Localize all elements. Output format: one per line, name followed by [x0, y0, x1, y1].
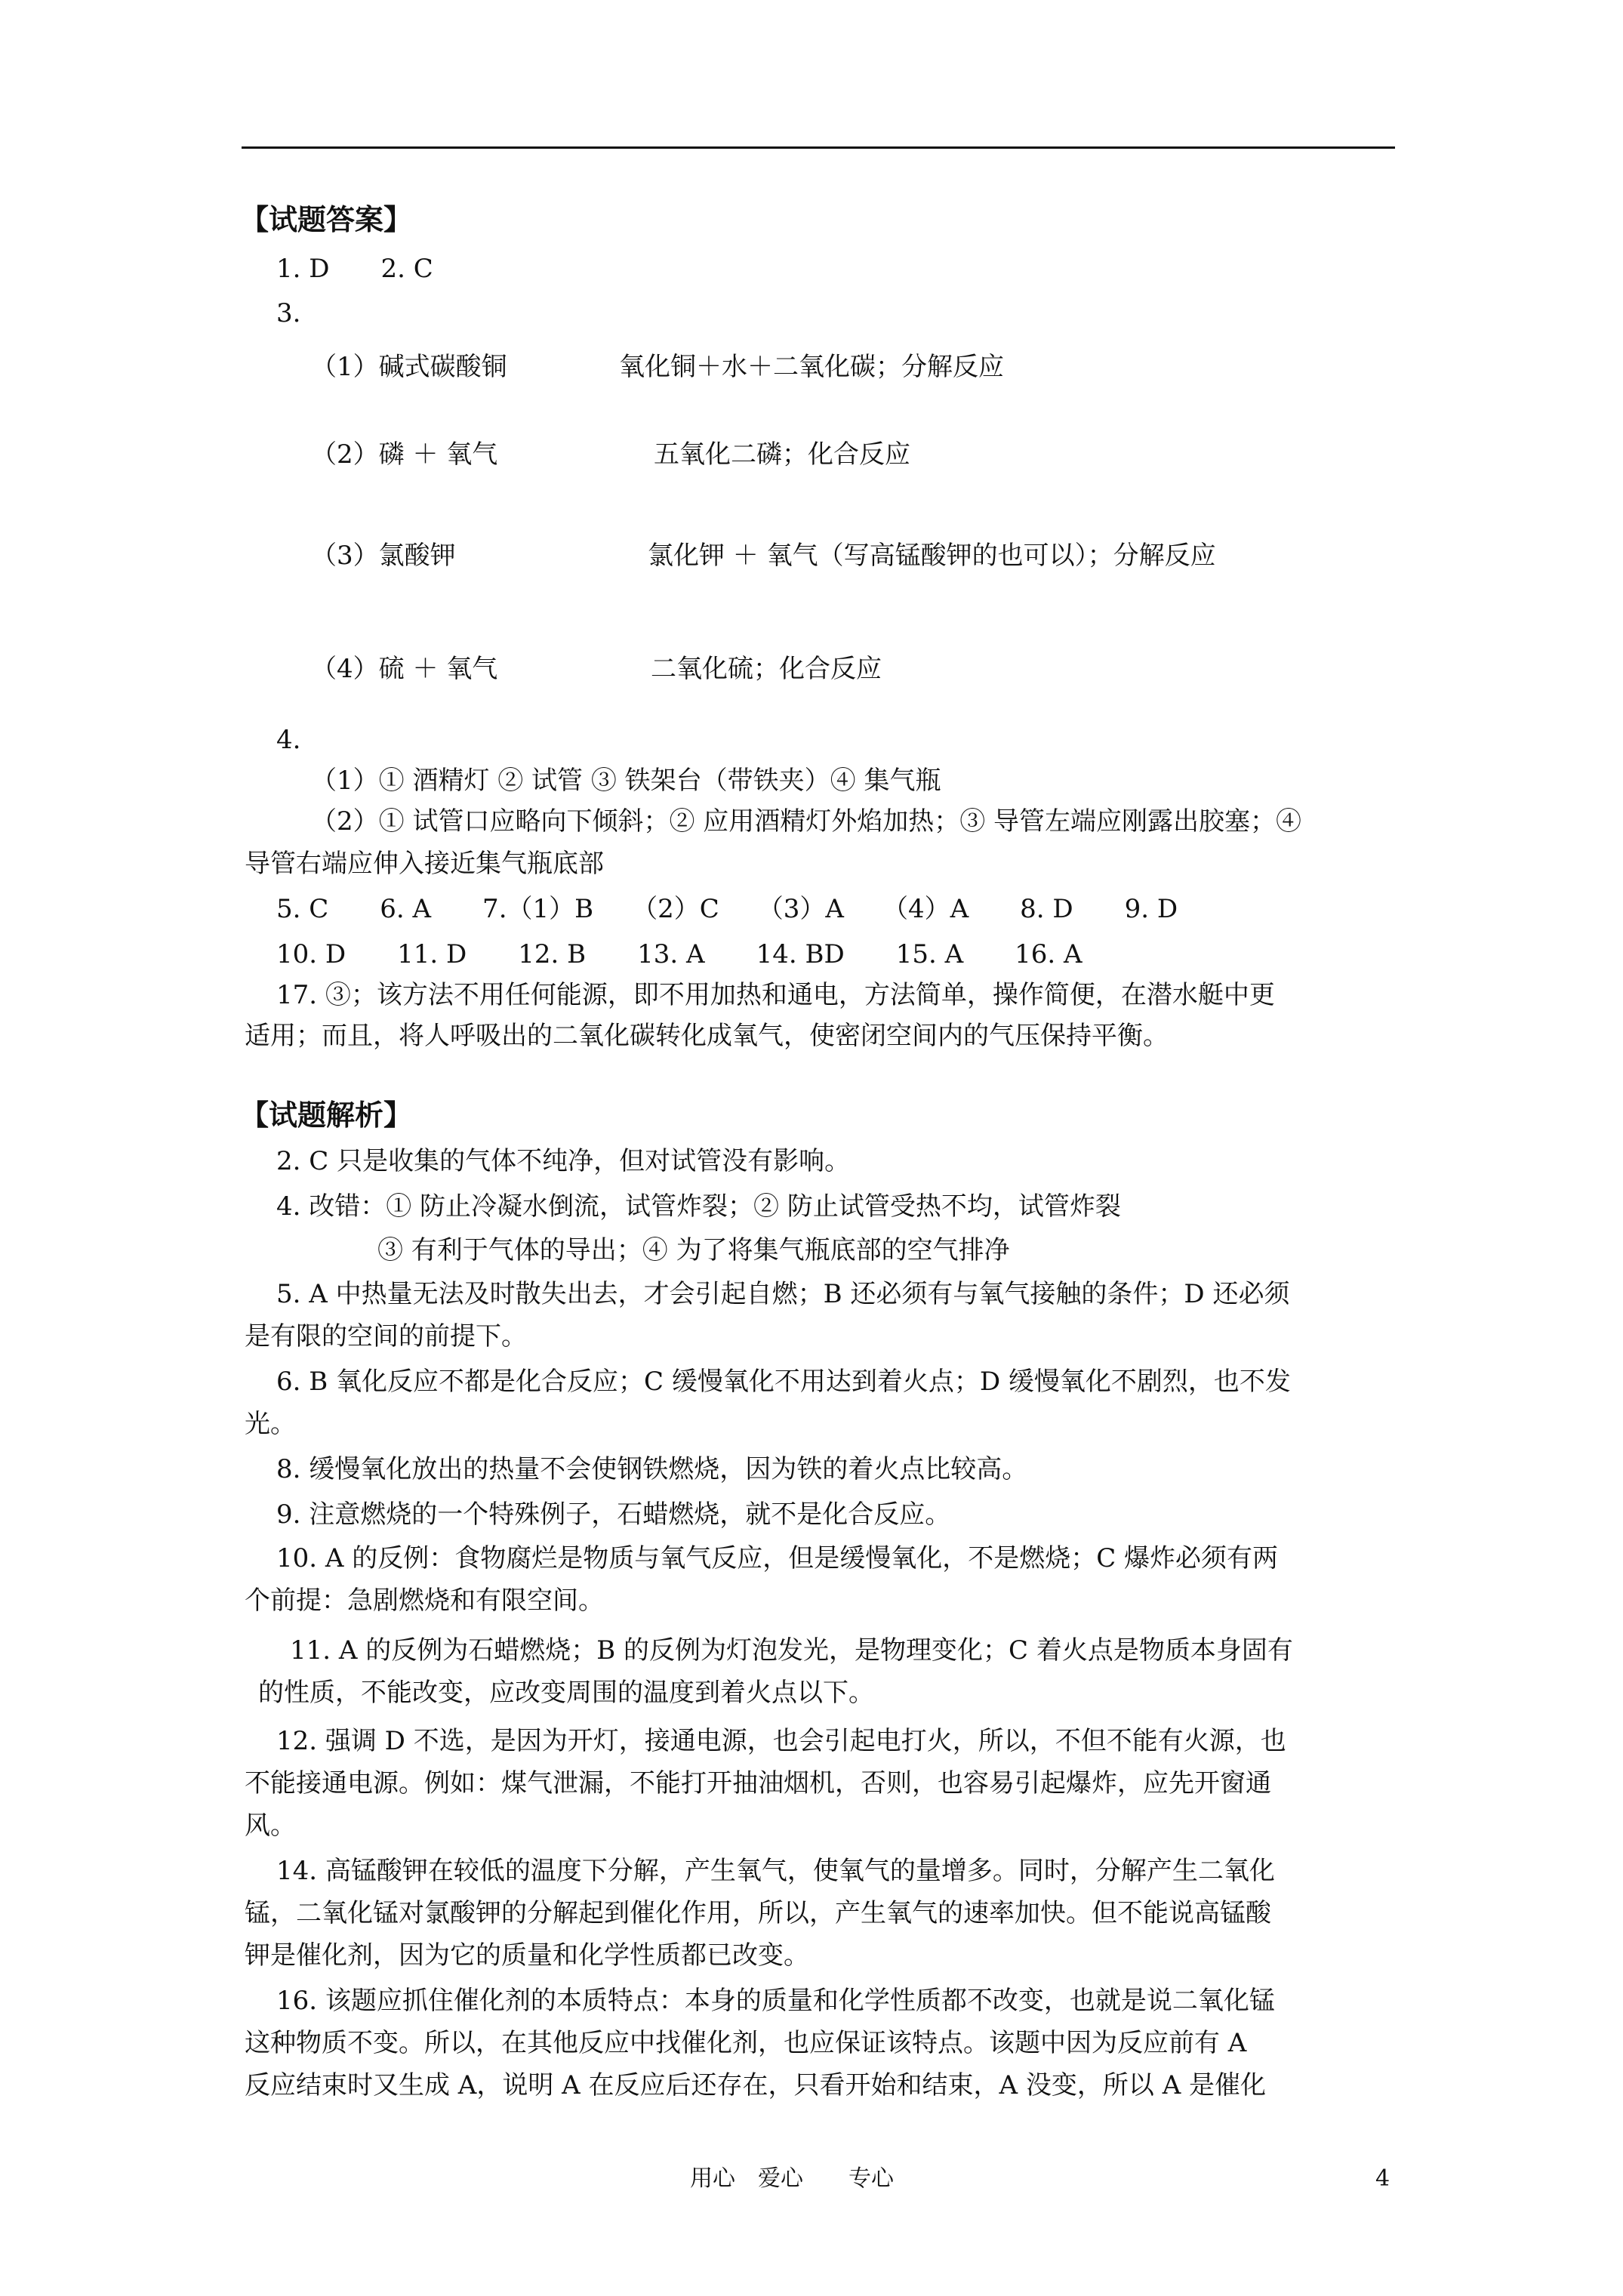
analysis-line: 8. 缓慢氧化放出的热量不会使钢铁燃烧，因为铁的着火点比较高。	[276, 1454, 1028, 1484]
analysis-line: 的性质，不能改变，应改变周围的温度到着火点以下。	[258, 1678, 874, 1708]
analysis-line: 6. B 氧化反应不都是化合反应；C 缓慢氧化不用达到着火点；D 缓慢氧化不剧烈，也不发	[276, 1367, 1291, 1397]
q3-item-3-left: （3）氯酸钾	[311, 541, 456, 571]
answers-line-5-9: 5. C 6. A 7.（1）B （2）C （3）A （4）A 8. D 9. D	[276, 894, 1178, 924]
header-rule	[242, 146, 1395, 149]
q17-line-2: 适用；而且，将人呼吸出的二氧化碳转化成氧气，使密闭空间内的气压保持平衡。	[245, 1021, 1169, 1051]
analysis-line: 这种物质不变。所以，在其他反应中找催化剂，也应保证该特点。该题中因为反应前有 A	[245, 2028, 1247, 2058]
analysis-line: 5. A 中热量无法及时散失出去，才会引起自燃；B 还必须有与氧气接触的条件；D 还必须	[276, 1279, 1290, 1309]
q4-line-1: （1）① 酒精灯 ② 试管 ③ 铁架台（带铁夹）④ 集气瓶	[311, 766, 941, 796]
answers-line-1-2: 1. D 2. C	[276, 254, 433, 284]
analysis-line: 不能接通电源。例如：煤气泄漏，不能打开抽油烟机，否则，也容易引起爆炸，应先开窗通	[245, 1768, 1271, 1798]
analysis-line: 是有限的空间的前提下。	[245, 1321, 527, 1351]
q17-line-1: 17. ③；该方法不用任何能源，即不用加热和通电，方法简单，操作简便，在潜水艇中更	[276, 980, 1275, 1010]
analysis-line: 12. 强调 D 不选，是因为开灯，接通电源，也会引起电打火，所以，不但不能有火源，也	[276, 1726, 1286, 1756]
q3-item-1-left: （1）碱式碳酸铜	[311, 352, 507, 382]
analysis-heading: 【试题解析】	[240, 1098, 413, 1132]
analysis-line: 2. C 只是收集的气体不纯净，但对试管没有影响。	[276, 1146, 851, 1176]
answers-heading: 【试题答案】	[240, 202, 413, 236]
q4-line-2b: 导管右端应伸入接近集气瓶底部	[245, 849, 604, 879]
analysis-line: 14. 高锰酸钾在较低的温度下分解，产生氧气，使氧气的量增多。同时，分解产生二氧化	[276, 1856, 1275, 1886]
q3-label: 3.	[276, 298, 301, 328]
analysis-line: 个前提：急剧燃烧和有限空间。	[245, 1586, 604, 1616]
analysis-line: 10. A 的反例：食物腐烂是物质与氧气反应，但是缓慢氧化，不是燃烧；C 爆炸必须有两	[276, 1543, 1279, 1573]
analysis-line: ③ 有利于气体的导出；④ 为了将集气瓶底部的空气排净	[377, 1235, 1010, 1265]
q3-item-4-left: （4）硫 ＋ 氧气	[311, 654, 498, 684]
analysis-line: 11. A 的反例为石蜡燃烧；B 的反例为灯泡发光，是物理变化；C 着火点是物质本身固有	[290, 1635, 1293, 1666]
analysis-line: 反应结束时又生成 A，说明 A 在反应后还存在，只看开始和结束，A 没变，所以 A 是催化	[245, 2070, 1267, 2100]
analysis-line: 9. 注意燃烧的一个特殊例子，石蜡燃烧，就不是化合反应。	[276, 1499, 951, 1530]
footer-motto: 用心 爱心 专心	[690, 2165, 894, 2192]
q3-item-2-left: （2）磷 ＋ 氧气	[311, 439, 498, 470]
analysis-line: 风。	[245, 1811, 296, 1841]
q3-item-4-right: 二氧化硫；化合反应	[651, 654, 882, 684]
q3-item-2-right: 五氧化二磷；化合反应	[654, 439, 910, 470]
page-number: 4	[1375, 2165, 1390, 2192]
answers-line-10-16: 10. D 11. D 12. B 13. A 14. BD 15. A 16. A	[276, 939, 1083, 969]
q4-line-2a: （2）① 试管口应略向下倾斜；② 应用酒精灯外焰加热；③ 导管左端应刚露出胶塞；④	[311, 806, 1302, 837]
analysis-line: 4. 改错：① 防止冷凝水倒流，试管炸裂；② 防止试管受热不均，试管炸裂	[276, 1191, 1121, 1222]
analysis-line: 光。	[245, 1409, 296, 1439]
analysis-line: 16. 该题应抓住催化剂的本质特点：本身的质量和化学性质都不改变，也就是说二氧化锰	[276, 1986, 1275, 2016]
q3-item-3-right: 氯化钾 ＋ 氧气（写高锰酸钾的也可以）；分解反应	[648, 541, 1216, 571]
q4-label: 4.	[276, 725, 301, 755]
analysis-line: 钾是催化剂，因为它的质量和化学性质都已改变。	[245, 1940, 809, 1971]
analysis-line: 锰，二氧化锰对氯酸钾的分解起到催化作用，所以，产生氧气的速率加快。但不能说高锰酸	[245, 1898, 1271, 1928]
q3-item-1-right: 氧化铜＋水＋二氧化碳；分解反应	[619, 352, 1004, 382]
